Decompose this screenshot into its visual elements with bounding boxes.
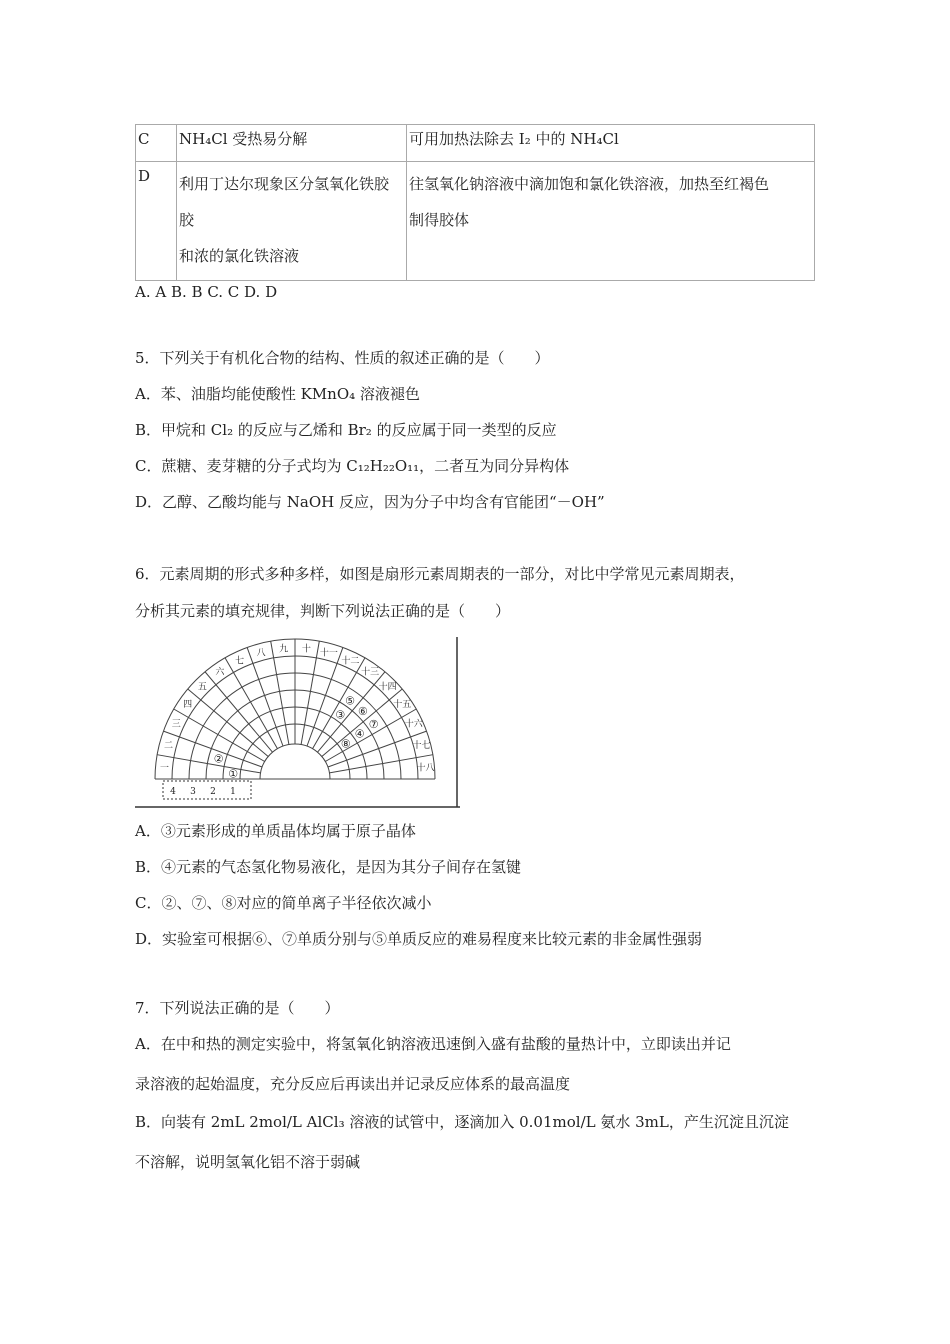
q5-stem: 5．下列关于有机化合物的结构、性质的叙述正确的是（ ） <box>135 349 550 367</box>
group-label: 十五 <box>393 699 412 710</box>
option-table <box>135 124 815 281</box>
element-marker: ⑦ <box>368 717 379 731</box>
q6-stem-line1: 6．元素周期的形式多种多样，如图是扇形元素周期表的一部分，对比中学常见元素周期表， <box>135 565 745 583</box>
q6-option-c: C．②、⑦、⑧对应的简单离子半径依次减小 <box>135 894 432 912</box>
group-label: 十八 <box>416 763 435 774</box>
q6-option-b: B．④元素的气态氢化物易液化，是因为其分子间存在氢键 <box>135 858 522 876</box>
fan-spoke <box>225 658 278 749</box>
q5-option-a: A．苯、油脂均能使酸性 KMnO₄ 溶液褪色 <box>135 385 420 403</box>
statement-line: 和浓的氯化铁溶液 <box>179 247 300 265</box>
group-label: 十 <box>301 644 311 655</box>
method-line: 制得胶体 <box>409 211 470 229</box>
element-marker: ⑧ <box>340 737 351 751</box>
fan-spoke <box>307 647 346 746</box>
fan-periodic-table-figure <box>135 637 460 809</box>
group-label: 六 <box>215 667 225 678</box>
element-marker: ② <box>213 752 224 766</box>
group-label: 九 <box>279 644 289 655</box>
period-label: 1 <box>230 787 236 797</box>
period-label: 2 <box>210 787 216 797</box>
fan-spoke <box>247 647 283 746</box>
group-label: 十三 <box>361 667 380 678</box>
row-method: 可用加热法除去 I₂ 中的 NH₄Cl <box>407 125 815 162</box>
row-method <box>407 162 815 281</box>
q7-option-a-line2: 录溶液的起始温度，充分反应后再读出并记录反应体系的最高温度 <box>135 1075 571 1093</box>
group-label: 三 <box>171 719 181 730</box>
element-marker: ⑥ <box>357 705 368 719</box>
element-marker: ④ <box>354 727 365 741</box>
q5-option-c: C．蔗糖、麦芽糖的分子式均为 C₁₂H₂₂O₁₁，二者互为同分异构体 <box>135 457 570 475</box>
element-marker: ⑤ <box>345 694 356 708</box>
q7-option-b-line1: B．向装有 2mL 2mol/L AlCl₃ 溶液的试管中，逐滴加入 0.01mol/L 氨水 3mL，产生沉淀且沉淀 <box>135 1113 789 1131</box>
group-label: 十四 <box>378 682 397 693</box>
group-label: 五 <box>197 682 207 693</box>
q5-option-b: B．甲烷和 Cl₂ 的反应与乙烯和 Br₂ 的反应属于同一类型的反应 <box>135 421 557 439</box>
q6-option-d: D．实验室可根据⑥、⑦单质分别与⑤单质反应的难易程度来比较元素的非金属性强弱 <box>135 930 703 948</box>
row-letter: C <box>136 125 177 162</box>
table-row <box>136 162 815 281</box>
row-statement: NH₄Cl 受热易分解 <box>177 125 407 162</box>
element-marker: ③ <box>335 708 346 722</box>
period-label: 3 <box>190 787 196 797</box>
q7-option-a-line1: A．在中和热的测定实验中，将氢氧化钠溶液迅速倒入盛有盐酸的量热计中，立即读出并记 <box>135 1035 731 1053</box>
group-label: 八 <box>256 648 266 659</box>
group-label: 十六 <box>404 719 423 730</box>
element-marker: ① <box>228 767 239 781</box>
statement-line: 胶 <box>179 211 195 229</box>
q5-option-d: D．乙醇、乙酸均能与 NaOH 反应，因为分子中均含有官能团“－OH” <box>135 493 605 511</box>
row-statement <box>177 162 407 281</box>
q7-option-b-line2: 不溶解，说明氢氧化铝不溶于弱碱 <box>135 1153 361 1171</box>
group-label: 四 <box>183 699 193 710</box>
group-label: 十一 <box>319 648 338 659</box>
group-label: 一 <box>159 763 170 774</box>
table-row <box>136 125 815 162</box>
group-label: 十二 <box>341 656 360 667</box>
method-line: 往氢氧化钠溶液中滴加饱和氯化铁溶液，加热至红褐色 <box>409 175 770 193</box>
group-label: 二 <box>163 741 173 752</box>
period-label: 4 <box>170 787 176 797</box>
q6-option-a: A．③元素形成的单质晶体均属于原子晶体 <box>135 822 416 840</box>
group-label: 十七 <box>412 741 431 752</box>
q6-stem-line2: 分析其元素的填充规律，判断下列说法正确的是（ ） <box>135 602 511 620</box>
row-letter: D <box>136 162 177 281</box>
group-label: 七 <box>235 656 245 667</box>
statement-line: 利用丁达尔现象区分氢氧化铁胶 <box>179 175 390 193</box>
q7-stem: 7．下列说法正确的是（ ） <box>135 999 340 1017</box>
q4-answers: A. A B. B C. C D. D <box>135 283 278 301</box>
